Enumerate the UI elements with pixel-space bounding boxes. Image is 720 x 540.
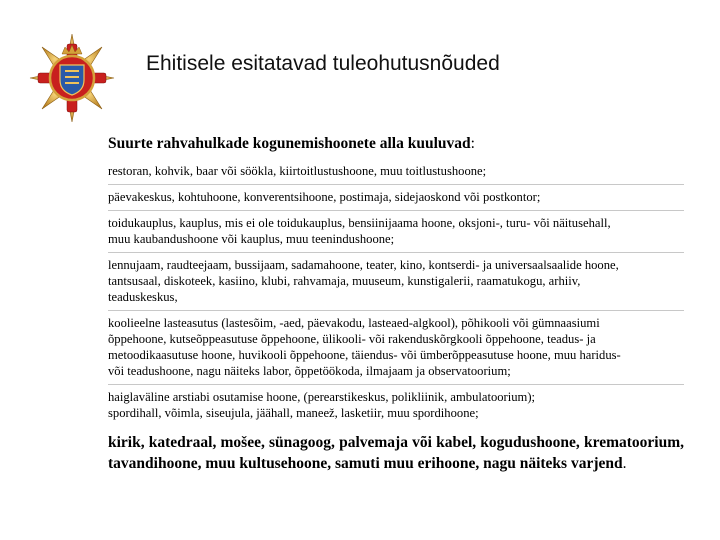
rescue-board-star-emblem-icon: [28, 28, 116, 128]
content-area: [108, 134, 684, 474]
list-item: koolieelne lasteasutus (lastesõim, -aed, päevakodu, lasteaed-algkool), põhikooli või gümnaasiumi õppehoone, kutseõppeasutuse õppehoone, ülikooli- või rakenduskõrgkooli õppehoone, teadus- ja metoodikaasutuse hoone, huvikooli õppehoone, täiendus- või ümberõppeasutuse hoone, muu haridus- või teadushoone, nagu näiteks labor, õppetöökoda, ilmajaam ja observatoorium;: [108, 315, 684, 385]
section-heading-text: Suurte rahvahulkade kogunemishoonete alla kuuluvad: [108, 135, 471, 152]
section-heading-colon: :: [470, 135, 475, 152]
section-heading: [108, 134, 684, 153]
closing-paragraph: [108, 432, 684, 474]
list-item: haiglaväline arstiabi osutamise hoone, (perearstikeskus, polikliinik, ambulatoorium); spordihall, võimla, siseujula, jäähall, maneež, lasketiir, muu spordihoone;: [108, 390, 536, 420]
list-item: päevakeskus, kohtuhoone, konverentsihoone, postimaja, sidejaoskond või postkontor;: [108, 189, 684, 211]
closing-dot: .: [622, 455, 627, 472]
list-item: restoran, kohvik, baar või söökla, kiirtoitlustushoone, muu toitlustushoone;: [108, 163, 684, 185]
closing-text: kirik, katedraal, mošee, sünagoog, palvemaja või kabel, kogudushoone, krematoorium, tavandihoone, muu kultusehoone, samuti muu erihoone, nagu näiteks varjend: [108, 434, 684, 472]
page-title: Ehitisele esitatavad tuleohutusnõuded: [146, 52, 500, 75]
list-item: lennujaam, raudteejaam, bussijaam, sadamahoone, teater, kino, kontserdi- ja universaalsaalide hoone, tantsusaal, diskoteek, kasiino, klubi, rahvamaja, muuseum, kunstigalerii, raamatukogu, arhiiv, teaduskeskus,: [108, 257, 684, 311]
list-item: toidukauplus, kauplus, mis ei ole toidukauplus, bensiinijaama hoone, oksjoni-, turu- või näitusehall, muu kaubandushoone või kauplus, muu teenindushoone;: [108, 215, 684, 253]
